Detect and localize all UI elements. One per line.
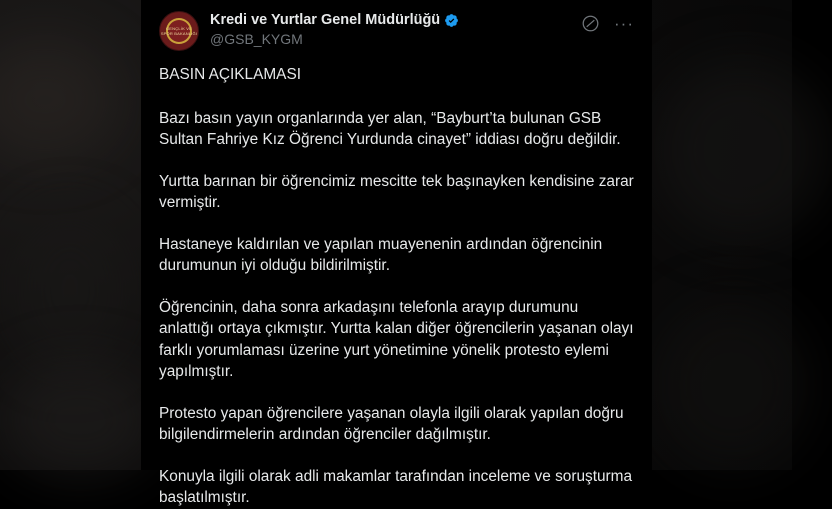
- background-blur-blob: [652, 300, 812, 470]
- avatar[interactable]: [159, 11, 199, 51]
- background-blur-blob: [0, 40, 120, 160]
- background-blur-blob: [652, 60, 832, 240]
- tweet-header: [159, 10, 634, 54]
- author-name-row: [210, 11, 581, 29]
- author-handle[interactable]: @GSB_KYGM: [210, 31, 303, 47]
- tweet-paragraph: Öğrencinin, daha sonra arkadaşını telefonla arayıp durumunu anlattığı ortaya çıkmıştır. Yurtta kalan diğer öğrencilerin yaşanan olayı farklı yorumlaması üzerine yurt yönetimine yönelik protesto eylemi yapılmıştır.: [159, 298, 634, 380]
- tweet-text: [159, 60, 634, 509]
- author-display-name[interactable]: Kredi ve Yurtlar Genel Müdürlüğü: [210, 12, 441, 28]
- verified-badge-icon: [444, 13, 459, 28]
- header-actions: [581, 14, 634, 33]
- tweet-paragraph: Konuyla ilgili olarak adli makamlar tarafından inceleme ve soruşturma başlatılmıştır.: [159, 467, 633, 506]
- tweet-card[interactable]: [141, 0, 652, 506]
- tweet-paragraph: Bazı basın yayın organlarında yer alan, “Bayburt’ta bulunan GSB Sultan Fahriye Kız Öğrenci Yurdunda cinayet” iddiası doğru değildir.: [159, 109, 621, 148]
- avatar-crest-label: GENÇLİK VE SPOR BAKANLIĞI: [160, 26, 198, 36]
- tweet-paragraph: Protesto yapan öğrencilere yaşanan olayla ilgili olarak yapılan doğru bilgilendirmelerin ardından öğrenciler dağılmıştır.: [159, 404, 624, 443]
- tweet-paragraph: Hastaneye kaldırılan ve yapılan muayenenin ardından öğrencinin durumunun iyi olduğu bildirilmiştir.: [159, 235, 603, 274]
- tweet-paragraph: Yurtta barınan bir öğrencimiz mescitte tek başınayken kendisine zarar vermiştir.: [159, 172, 634, 211]
- background-blur-blob: [10, 210, 130, 370]
- tweet-paragraph: BASIN AÇIKLAMASI: [159, 66, 301, 83]
- grok-icon[interactable]: [581, 14, 600, 33]
- author-names: [210, 10, 581, 48]
- more-options-icon[interactable]: ···: [614, 14, 634, 33]
- background-blur-blob: [0, 360, 160, 480]
